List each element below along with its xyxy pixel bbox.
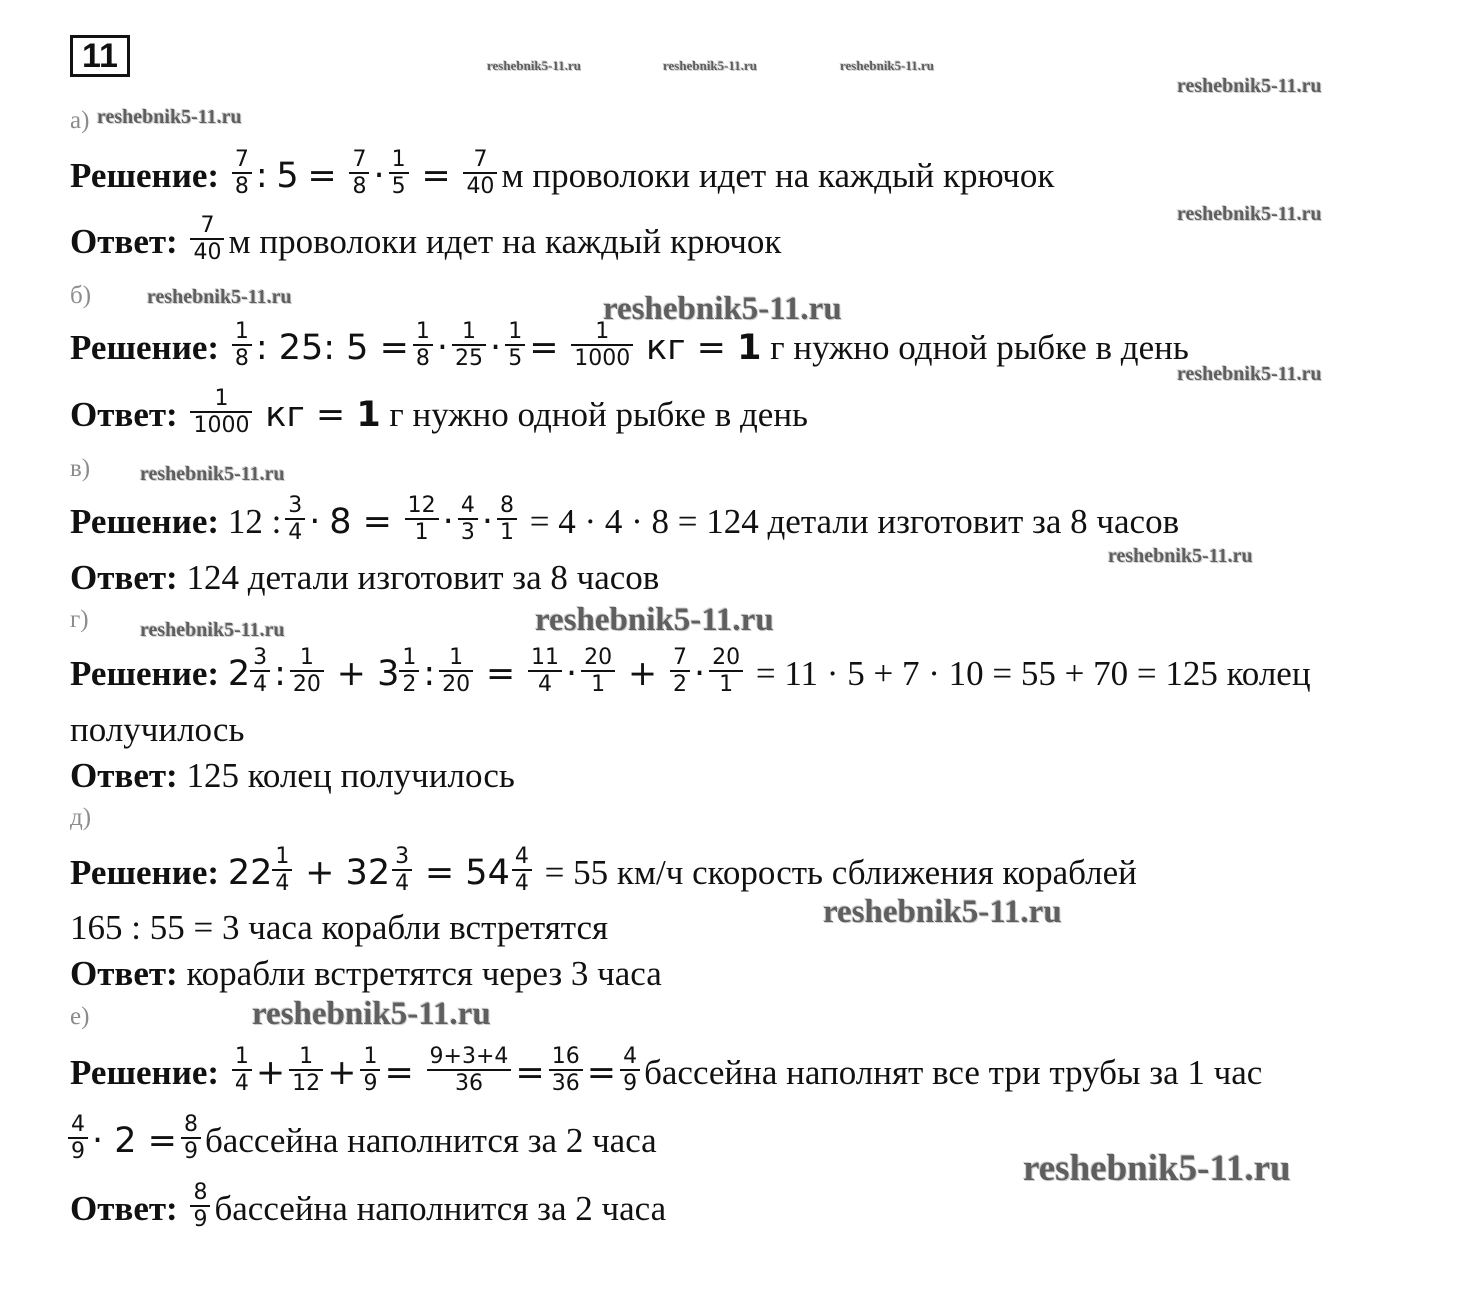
- answer-label: Ответ:: [70, 395, 178, 435]
- fraction: $\frac{8}{9}$: [181, 1113, 201, 1163]
- part-a-answer: Ответ: $\frac{7}{40}$ м проволоки идет на каждый крючок: [70, 213, 782, 266]
- fraction: $\frac{11}{4}$: [528, 646, 562, 696]
- watermark: reshebnik5-11.ru: [603, 291, 842, 327]
- fraction: $\frac{1}{5}$: [389, 148, 409, 198]
- watermark: reshebnik5-11.ru: [140, 463, 285, 485]
- watermark: reshebnik5-11.ru: [1023, 1148, 1291, 1189]
- fraction: $\frac{16}{36}$: [549, 1045, 583, 1095]
- part-v-label: в): [70, 455, 91, 482]
- fraction: $\frac{1}{8}$: [413, 320, 433, 370]
- fraction: $\frac{8}{9}$: [190, 1181, 210, 1231]
- part-e-line2: $\frac{4}{9}$ · 2 = $\frac{8}{9}$ бассейна наполнится за 2 часа: [64, 1119, 657, 1169]
- watermark: reshebnik5-11.ru: [1177, 75, 1322, 97]
- fraction: $\frac{7}{8}$: [232, 148, 252, 198]
- fraction: $\frac{4}{4}$: [512, 845, 532, 895]
- task-number: 11: [70, 35, 130, 77]
- solution-label: Решение:: [70, 654, 220, 694]
- watermark: reshebnik5-11.ru: [663, 58, 758, 73]
- part-d-answer: Ответ: корабли встретятся через 3 часа: [70, 954, 662, 993]
- fraction: $\frac{3}{4}$: [250, 646, 270, 696]
- fraction: $\frac{4}{9}$: [620, 1045, 640, 1095]
- answer-label: Ответ:: [70, 558, 178, 597]
- solution-label: Решение:: [70, 853, 220, 893]
- fraction: $\frac{7}{8}$: [349, 148, 369, 198]
- part-b-answer: Ответ: $\frac{1}{1000}$ кг = 1 г нужно одной рыбке в день: [70, 386, 809, 439]
- part-e-solution: Решение: $\frac{1}{4}$ + $\frac{1}{12}$ + $\frac{1}{9}$ = $\frac{9+3+4}{36}$ = $\frac{16}{36}$ = $\frac{4}{9}$ бассейна наполнят все три трубы за 1 час: [70, 1044, 1263, 1097]
- part-g-label: г): [70, 606, 89, 633]
- fraction: $\frac{20}{1}$: [581, 646, 615, 696]
- fraction: $\frac{4}{9}$: [68, 1113, 88, 1163]
- watermark: reshebnik5-11.ru: [487, 58, 582, 73]
- answer-label: Ответ:: [70, 1189, 178, 1229]
- part-g-solution-cont: получилось: [70, 710, 245, 749]
- part-d-solution: Решение: 22 $\frac{1}{4}$ + 32 $\frac{3}{4}$ = 54 $\frac{4}{4}$ = 55 км/ч скорость сближения кораблей: [70, 844, 1137, 897]
- part-b-solution: Решение: $\frac{1}{8}$ : 25: 5 = $\frac{1}{8}$ · $\frac{1}{25}$ · $\frac{1}{5}$ = $\frac{1}{1000}$ кг = 1 г нужно одной рыбке в день: [70, 319, 1189, 372]
- fraction: $\frac{1}{1000}$: [571, 320, 633, 370]
- fraction: $\frac{1}{20}$: [439, 646, 473, 696]
- part-d-label: д): [70, 804, 92, 831]
- fraction: $\frac{1}{12}$: [289, 1045, 323, 1095]
- part-a-label: а): [70, 107, 90, 134]
- solution-label: Решение:: [70, 328, 220, 368]
- part-g-solution: Решение: 2 $\frac{3}{4}$ : $\frac{1}{20}$ + 3 $\frac{1}{2}$ : $\frac{1}{20}$ = $\frac{11}{4}$ · $\frac{20}{1}$ + $\frac{7}{2}$ · $\frac{20}{1}$ = 11 · 5 + 7 · 10 = 55 + 70 = 125 колец: [70, 645, 1311, 698]
- fraction: $\frac{1}{5}$: [505, 320, 525, 370]
- fraction: $\frac{1}{9}$: [360, 1045, 380, 1095]
- fraction: $\frac{7}{40}$: [190, 214, 224, 264]
- watermark: reshebnik5-11.ru: [97, 106, 242, 128]
- fraction: $\frac{1}{25}$: [452, 320, 486, 370]
- part-d-line2: 165 : 55 = 3 часа корабли встретятся: [70, 908, 609, 947]
- answer-label: Ответ:: [70, 222, 178, 262]
- fraction: $\frac{1}{2}$: [399, 646, 419, 696]
- answer-label: Ответ:: [70, 756, 178, 795]
- fraction: $\frac{7}{2}$: [670, 646, 690, 696]
- answer-label: Ответ:: [70, 954, 178, 993]
- watermark: reshebnik5-11.ru: [147, 286, 292, 308]
- part-v-answer: Ответ: 124 детали изготовит за 8 часов: [70, 558, 660, 597]
- solution-label: Решение:: [70, 502, 220, 542]
- part-e-answer: Ответ: $\frac{8}{9}$ бассейна наполнится за 2 часа: [70, 1180, 667, 1233]
- fraction: $\frac{4}{3}$: [458, 494, 478, 544]
- watermark: reshebnik5-11.ru: [535, 602, 774, 638]
- fraction: $\frac{3}{4}$: [285, 494, 305, 544]
- fraction: $\frac{8}{1}$: [497, 494, 517, 544]
- fraction: $\frac{3}{4}$: [392, 845, 412, 895]
- fraction: $\frac{20}{1}$: [709, 646, 743, 696]
- fraction: $\frac{7}{40}$: [463, 148, 497, 198]
- watermark: reshebnik5-11.ru: [140, 619, 285, 641]
- fraction: $\frac{1}{4}$: [232, 1045, 252, 1095]
- fraction: $\frac{1}{20}$: [290, 646, 324, 696]
- fraction: $\frac{12}{1}$: [405, 494, 439, 544]
- part-e-label: е): [70, 1003, 90, 1030]
- fraction: $\frac{1}{8}$: [232, 320, 252, 370]
- fraction: $\frac{1}{4}$: [272, 845, 292, 895]
- part-a-solution: Решение: $\frac{7}{8}$ : 5 = $\frac{7}{8}$ · $\frac{1}{5}$ = $\frac{7}{40}$ м проволоки идет на каждый крючок: [70, 147, 1055, 200]
- watermark: reshebnik5-11.ru: [252, 996, 491, 1032]
- part-b-label: б): [70, 282, 92, 309]
- watermark: reshebnik5-11.ru: [1177, 203, 1322, 225]
- watermark: reshebnik5-11.ru: [1108, 545, 1253, 567]
- part-g-answer: Ответ: 125 колец получилось: [70, 756, 515, 795]
- watermark: reshebnik5-11.ru: [823, 894, 1062, 930]
- watermark: reshebnik5-11.ru: [840, 58, 935, 73]
- fraction: $\frac{9+3+4}{36}$: [427, 1045, 512, 1095]
- fraction: $\frac{1}{1000}$: [190, 387, 252, 437]
- solution-label: Решение:: [70, 1053, 220, 1093]
- part-v-solution: Решение: 12 : $\frac{3}{4}$ · 8 = $\frac{12}{1}$ · $\frac{4}{3}$ · $\frac{8}{1}$ = 4 · 4 · 8 = 124 детали изготовит за 8 часов: [70, 493, 1180, 546]
- watermark: reshebnik5-11.ru: [1177, 363, 1322, 385]
- solution-label: Решение:: [70, 156, 220, 196]
